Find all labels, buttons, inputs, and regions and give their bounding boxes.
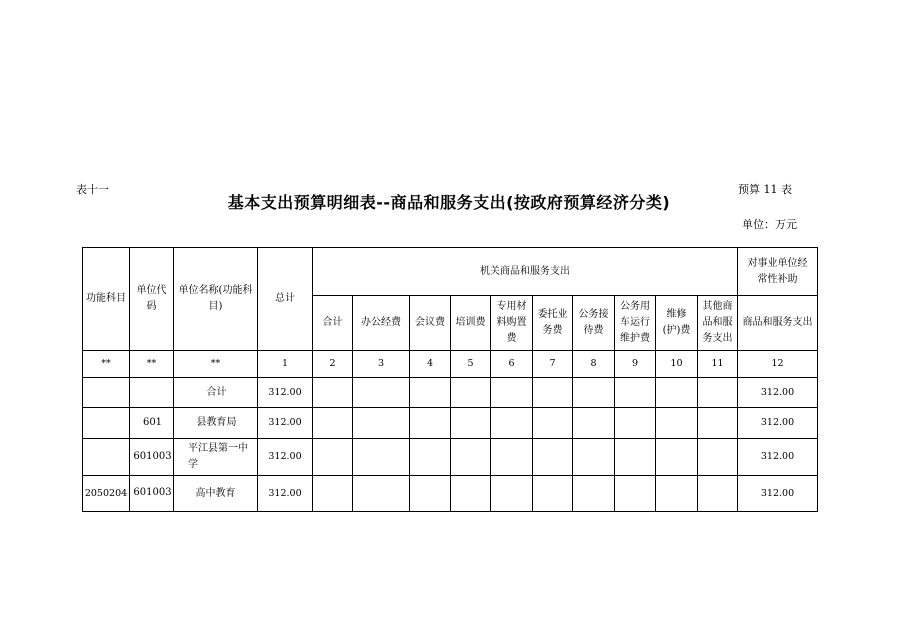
- index-cell: 2: [313, 351, 353, 378]
- header-training-expense: 培训费: [451, 296, 491, 351]
- header-vehicle-maintenance: 公务用车运行维护费: [615, 296, 656, 351]
- header-special-materials: 专用材料购置费: [491, 296, 533, 351]
- form-number: 表十一: [76, 183, 109, 196]
- header-institution-subsidy: 对事业单位经常性补助: [738, 248, 818, 296]
- header-repair-expense: 维修(护)费: [656, 296, 698, 351]
- header-meeting-expense: 会议费: [410, 296, 451, 351]
- index-cell: 5: [451, 351, 491, 378]
- func-subject-cell: [83, 408, 130, 439]
- index-row: [83, 351, 818, 378]
- subsidy-cell: 312.00: [738, 439, 818, 476]
- table-row: [83, 439, 818, 476]
- subsidy-cell: 312.00: [738, 408, 818, 439]
- subsidy-cell: 312.00: [738, 476, 818, 512]
- index-cell: 10: [656, 351, 698, 378]
- unit-code-cell: 601003: [130, 476, 174, 512]
- index-cell: 4: [410, 351, 451, 378]
- func-subject-cell: [83, 439, 130, 476]
- unit-name-cell: 高中教育: [174, 476, 258, 512]
- total-cell: 312.00: [258, 408, 313, 439]
- unit-name-cell: 平江县第一中学: [174, 439, 258, 476]
- table-row: [83, 476, 818, 512]
- index-cell: **: [174, 351, 258, 378]
- unit-name-cell: 合计: [174, 378, 258, 408]
- header-unit-code: 单位代码: [130, 248, 174, 351]
- unit-code-cell: [130, 378, 174, 408]
- index-cell: 11: [698, 351, 738, 378]
- index-cell: **: [83, 351, 130, 378]
- header-entrusted-services: 委托业务费: [533, 296, 573, 351]
- header-unit-name: 单位名称(功能科目): [174, 248, 258, 351]
- table-row: [83, 408, 818, 439]
- index-cell: **: [130, 351, 174, 378]
- header-official-reception: 公务接待费: [573, 296, 615, 351]
- unit-code-cell: 601003: [130, 439, 174, 476]
- header-other-goods-services: 其他商品和服务支出: [698, 296, 738, 351]
- func-subject-cell: [83, 378, 130, 408]
- table-row: [83, 378, 818, 408]
- index-cell: 7: [533, 351, 573, 378]
- form-code: 预算 11 表: [738, 183, 792, 196]
- header-sub-total: 合计: [313, 296, 353, 351]
- header-office-expense: 办公经费: [353, 296, 410, 351]
- unit-code-cell: 601: [130, 408, 174, 439]
- subsidy-cell: 312.00: [738, 378, 818, 408]
- index-cell: 9: [615, 351, 656, 378]
- header-subsidy-goods-services: 商品和服务支出: [738, 296, 818, 351]
- index-cell: 8: [573, 351, 615, 378]
- total-cell: 312.00: [258, 439, 313, 476]
- total-cell: 312.00: [258, 476, 313, 512]
- index-cell: 1: [258, 351, 313, 378]
- unit-label: 单位：万元: [742, 218, 797, 231]
- index-cell: 3: [353, 351, 410, 378]
- total-cell: 312.00: [258, 378, 313, 408]
- header-total: 总计: [258, 248, 313, 351]
- page-title: 基本支出预算明细表--商品和服务支出(按政府预算经济分类): [227, 193, 671, 212]
- header-func-subject: 功能科目: [83, 248, 130, 351]
- index-cell: 6: [491, 351, 533, 378]
- budget-table: [82, 247, 818, 512]
- header-org-goods-services: 机关商品和服务支出: [313, 248, 738, 296]
- unit-name-cell: 县教育局: [174, 408, 258, 439]
- index-cell: 12: [738, 351, 818, 378]
- func-subject-cell: 2050204: [83, 476, 130, 512]
